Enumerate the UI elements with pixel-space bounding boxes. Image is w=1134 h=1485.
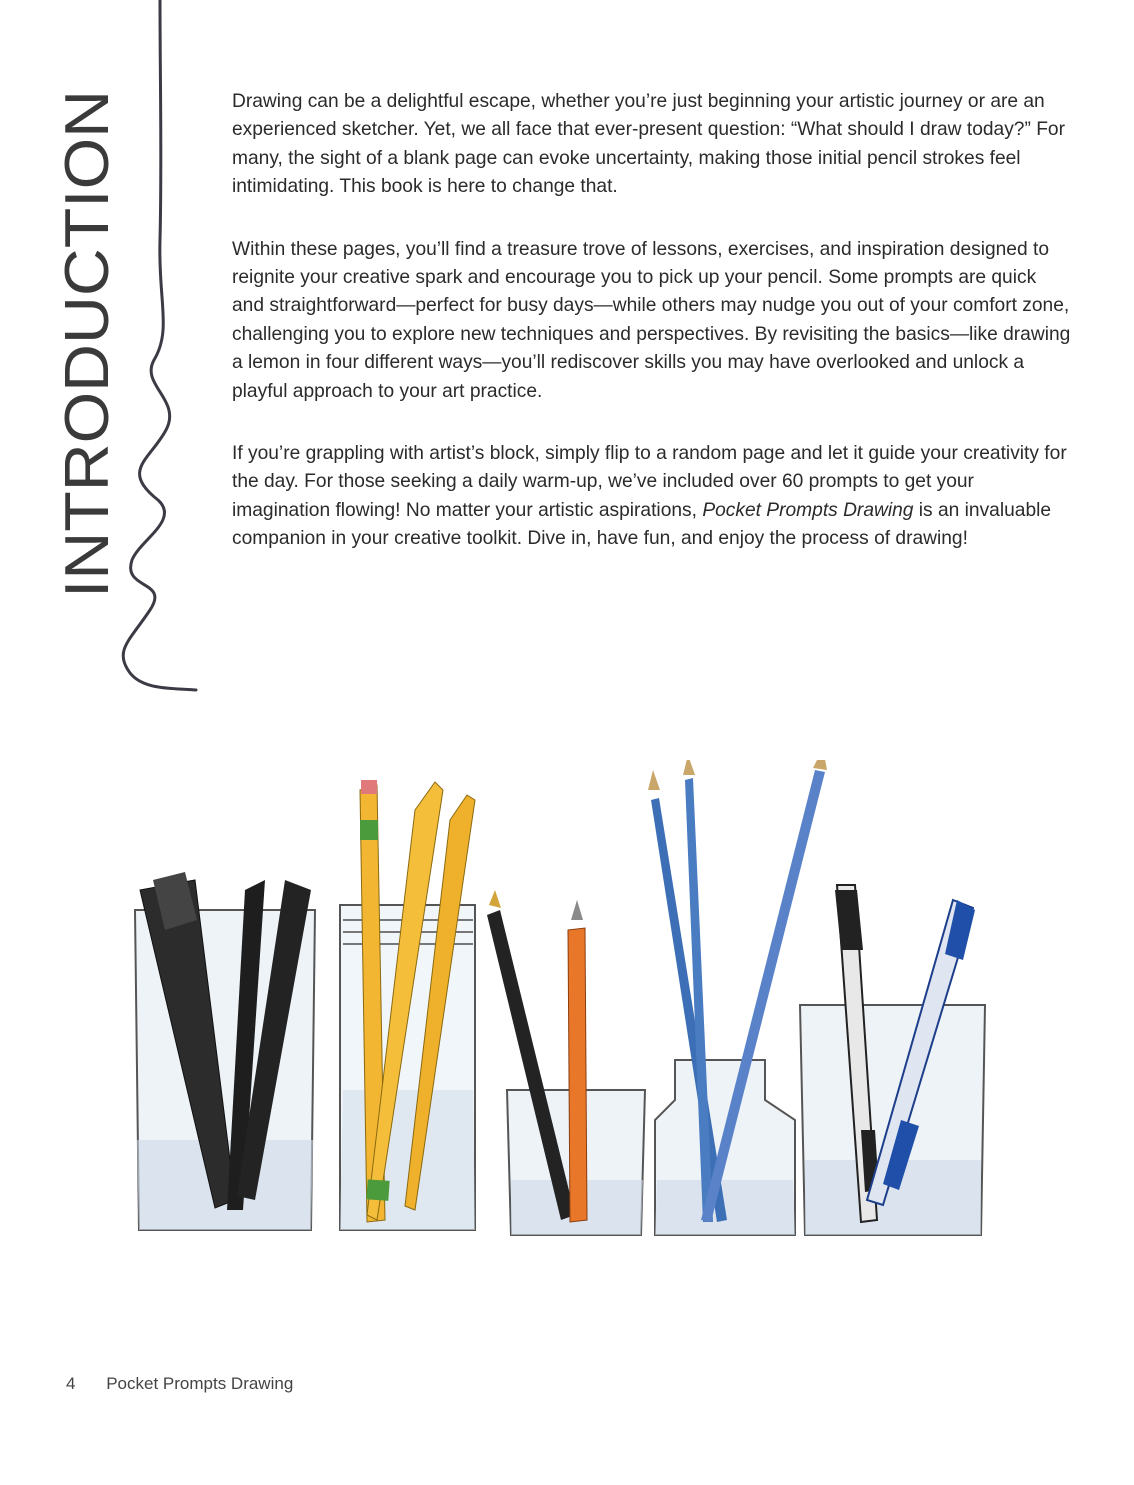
fountain-pen-glass-icon xyxy=(487,890,645,1235)
paintbrush-bottle-icon xyxy=(648,760,827,1235)
decorative-squiggle-line xyxy=(110,0,210,700)
book-title-italic: Pocket Prompts Drawing xyxy=(702,499,914,521)
pencil-jar-icon xyxy=(340,780,475,1230)
art-supplies-illustration xyxy=(115,760,1015,1250)
intro-paragraph-2: Within these pages, you’ll find a treasure trove of lessons, exercises, and inspiration designed to reignite your creative spark and encourage you to pick up your pencil. Some prompts are quick and straightforward—perfect for busy days—while others may nudge you out of your comfort zone, challenging you to explore new techniques and perspectives. By revisiting the basics—like drawing a lemon in four different ways—you’ll rediscover skills you may have overlooked and unlock a playful approach to your art practice. xyxy=(232,238,1071,402)
marker-jar-icon xyxy=(135,872,315,1230)
ballpoint-pen-glass-icon xyxy=(800,885,985,1235)
chapter-heading xyxy=(40,88,120,608)
introduction-body xyxy=(232,88,1072,588)
chapter-heading-text: INTRODUCTION xyxy=(53,122,122,598)
page-number: 4 xyxy=(66,1374,76,1393)
page-footer xyxy=(66,1374,293,1394)
intro-paragraph-3 xyxy=(232,440,1072,554)
intro-paragraph-3-start: If you’re grappling with artist’s block, simply flip to a random page and let it guide your creativity for the day. For those seeking a daily warm-up, we’ve included over 60 prompts to get your imagination flowing! No matter your artistic aspirations, xyxy=(232,443,1067,521)
intro-paragraph-3-end: is an invaluable companion in your creative toolkit. Dive in, have fun, and enjoy the process of drawing! xyxy=(232,499,1052,550)
intro-paragraph-1: Drawing can be a delightful escape, whether you’re just beginning your artistic journey or are an experienced sketcher. Yet, we all face that ever-present question: “What should I draw today?” For many, the sight of a blank page can evoke uncertainty, making those initial pencil strokes feel intimidating. This book is here to change that. xyxy=(232,91,1065,198)
running-footer-title: Pocket Prompts Drawing xyxy=(106,1374,294,1393)
